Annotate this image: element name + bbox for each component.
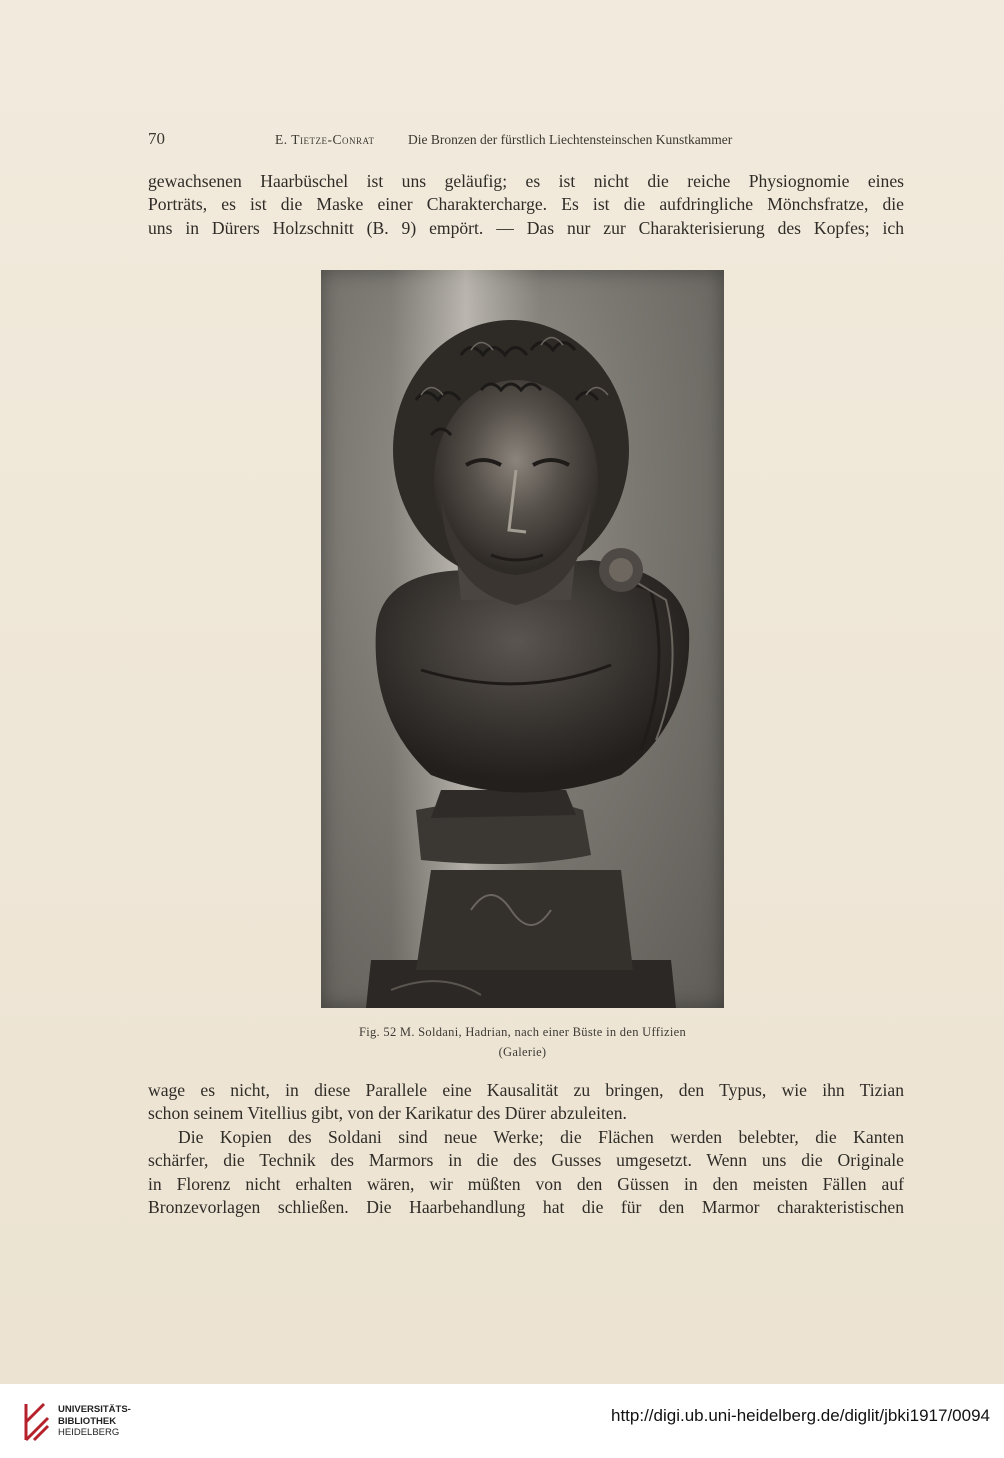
bust-illustration	[321, 270, 724, 1008]
library-line: HEIDELBERG	[58, 1427, 120, 1438]
text-line: uns in Dürers Holzschnitt (B. 9) empört. — Das nur zur Charakterisierung des Kopfes; ich	[148, 217, 904, 238]
top-paragraph	[148, 170, 904, 240]
text-line: Porträts, es ist die Maske einer Charaktercharge. Es ist die aufdringliche Mönchsfratze, die	[148, 194, 904, 215]
header-title: Die Bronzen der fürstlich Liechtensteinschen Kunstkammer	[408, 132, 733, 147]
text-line: gewachsenen Haarbüschel ist uns geläufig; es ist nicht die reiche Physiognomie eines	[148, 171, 904, 191]
caption-line: Fig. 52 M. Soldani, Hadrian, nach einer Büste in den Uffizien	[358, 1025, 687, 1039]
text-line: schärfer, die Technik des Marmors in die des Gusses umgesetzt. Wenn uns die Originale	[148, 1150, 904, 1171]
text-line: Bronzevorlagen schließen. Die Haarbehandlung hat die für den Marmor charakteristischen	[148, 1197, 904, 1218]
text-line: wage es nicht, in diese Parallele eine Kausalität zu bringen, den Typus, wie ihn Tizian	[148, 1080, 904, 1100]
bottom-paragraph-2	[148, 1126, 904, 1220]
text-line: in Florenz nicht erhalten wären, wir müßten von den Güssen in den meisten Fällen auf	[148, 1173, 904, 1194]
library-logo-icon	[22, 1402, 52, 1442]
footer-bar	[0, 1384, 1004, 1458]
header-author: E. Tietze-Conrat	[275, 132, 375, 147]
library-line: UNIVERSITÄTS-	[58, 1404, 131, 1415]
library-name	[58, 1404, 131, 1439]
bottom-paragraph-1	[148, 1079, 904, 1126]
page-number: 70	[148, 129, 165, 148]
library-line: BIBLIOTHEK	[58, 1415, 117, 1427]
bust-photograph	[321, 270, 724, 1008]
figure-caption	[321, 1022, 724, 1062]
running-head	[148, 131, 908, 153]
source-url-link[interactable]: http://digi.ub.uni-heidelberg.de/diglit/jbki1917/0094	[611, 1406, 990, 1425]
text-line: schon seinem Vitellius gibt, von der Karikatur des Dürer abzuleiten.	[148, 1103, 627, 1124]
text-line: Die Kopien des Soldani sind neue Werke; die Flächen werden belebter, die Kanten	[178, 1127, 904, 1147]
caption-line: (Galerie)	[498, 1045, 547, 1059]
